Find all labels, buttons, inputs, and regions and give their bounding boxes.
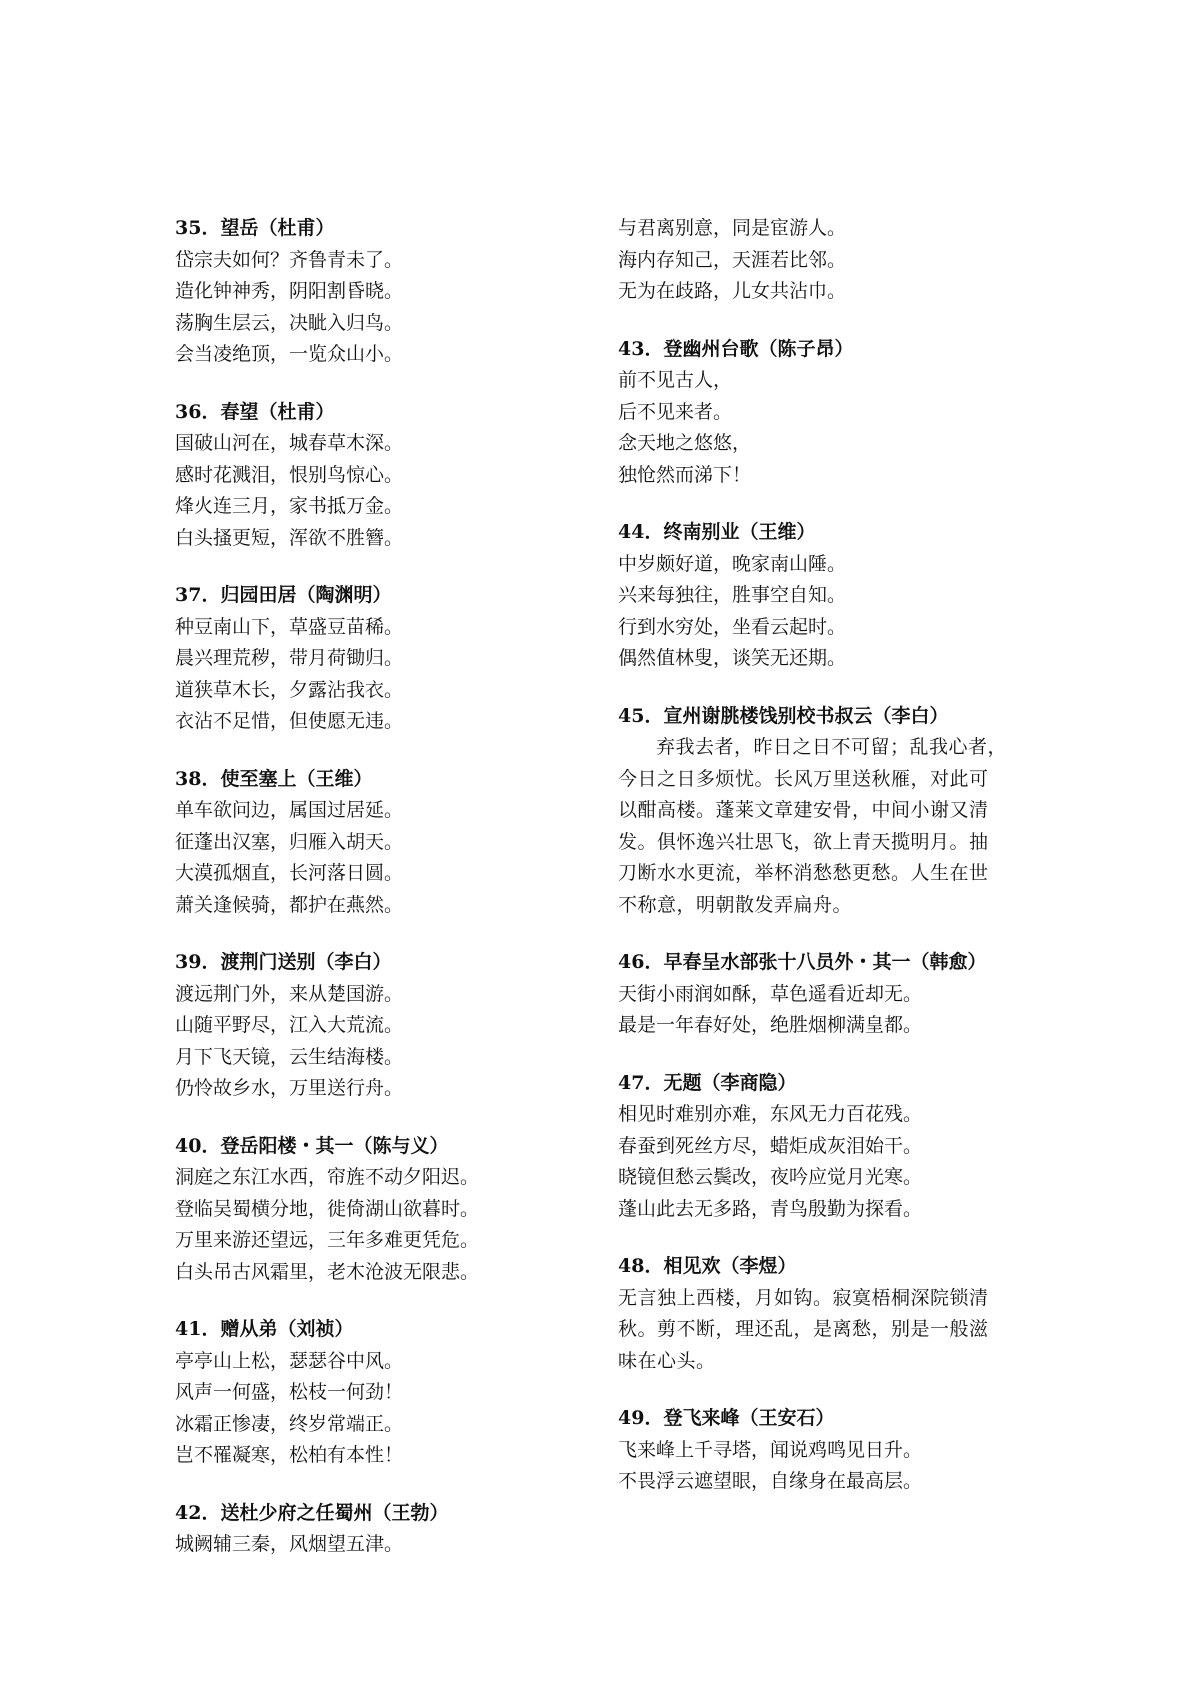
poem-line: 白头搔更短，浑欲不胜簪。 (175, 526, 404, 549)
poem-line: 大漠孤烟直，长河落日圆。 (175, 862, 404, 884)
poem-block (618, 701, 1038, 922)
poem-line: 种豆南山下，草盛豆苗稀。 (175, 615, 404, 638)
poem-line: 白头吊古风霜里，老木沧波无限悲。 (175, 1260, 480, 1283)
prose-line: 发。俱怀逸兴壮思飞，欲上青天揽明月。抽 (618, 830, 989, 853)
prose-line: 秋。剪不断，理还乱，是离愁，别是一般滋 (618, 1318, 989, 1340)
poem-continuation (618, 213, 1038, 308)
poem-line: 蓬山此去无多路，青鸟殷勤为探看。 (618, 1197, 923, 1220)
poem-line: 城阙辅三秦，风烟望五津。 (175, 1533, 404, 1555)
poem-title: 42．送杜少府之任蜀州（王勃） (175, 1501, 449, 1524)
right-column (618, 213, 1038, 1524)
poem-line: 风声一何盛，松枝一何劲！ (175, 1381, 404, 1403)
poem-title: 41．赠从弟（刘祯） (175, 1318, 354, 1340)
poem-prose (618, 732, 1018, 921)
poem-line: 岱宗夫如何？齐鲁青未了。 (175, 248, 404, 271)
poem-line: 岂不罹凝寒，松柏有本性！ (175, 1444, 404, 1466)
poem-block (618, 1251, 1038, 1377)
poem-title: 47．无题（李商隐） (618, 1071, 797, 1094)
prose-line: 以酣高楼。蓬莱文章建安骨，中间小谢又清 (618, 799, 989, 821)
poem-line: 造化钟神秀，阴阳割昏晓。 (175, 280, 404, 302)
poem-line: 衣沾不足惜，但使愿无违。 (175, 710, 404, 732)
poem-line: 会当凌绝顶，一览众山小。 (175, 343, 404, 365)
poem-line: 仍怜故乡水，万里送行舟。 (175, 1077, 404, 1099)
poem-line: 最是一年春好处，绝胜烟柳满皇都。 (618, 1014, 923, 1036)
prose-line: 无言独上西楼，月如钩。寂寞梧桐深院锁清 (618, 1286, 989, 1309)
poem-block (175, 397, 595, 555)
poem-title: 45．宣州谢朓楼饯别校书叔云（李白） (618, 704, 949, 727)
poem-line: 春蚕到死丝方尽，蜡炬成灰泪始干。 (618, 1134, 923, 1157)
poem-block (618, 517, 1038, 675)
poem-title: 46．早春呈水部张十八员外・其一（韩愈） (618, 951, 987, 973)
poem-line: 天街小雨润如酥，草色遥看近却无。 (618, 982, 923, 1005)
poem-line: 念天地之悠悠， (618, 432, 752, 454)
poem-line: 国破山河在，城春草木深。 (175, 432, 404, 454)
poem-block (175, 1498, 595, 1561)
poem-block (618, 1068, 1038, 1226)
poem-title: 37．归园田居（陶渊明） (175, 584, 392, 606)
poem-title: 35．望岳（杜甫） (175, 217, 335, 239)
poem-title: 43．登幽州台歌（陈子昂） (618, 337, 854, 360)
poem-block (618, 1403, 1038, 1498)
poem-title: 48．相见欢（李煜） (618, 1255, 797, 1277)
poem-line: 月下飞天镜，云生结海楼。 (175, 1045, 404, 1068)
poem-line: 萧关逢候骑，都护在燕然。 (175, 893, 404, 916)
poem-line: 洞庭之东江水西，帘旌不动夕阳迟。 (175, 1166, 480, 1188)
poem-line: 中岁颇好道，晚家南山陲。 (618, 552, 847, 575)
poem-line: 独怆然而涕下！ (618, 463, 752, 486)
poem-line: 道狭草木长，夕露沾我衣。 (175, 678, 404, 701)
poem-line: 荡胸生层云，决眦入归鸟。 (175, 311, 404, 334)
poem-line: 兴来每独往，胜事空自知。 (618, 584, 847, 606)
poem-line: 飞来峰上千寻塔，闻说鸡鸣见日升。 (618, 1438, 923, 1461)
poem-title: 49．登飞来峰（王安石） (618, 1407, 835, 1429)
poem-line: 无为在歧路，儿女共沾巾。 (618, 280, 847, 302)
poem-line: 行到水穷处，坐看云起时。 (618, 615, 847, 638)
poem-line: 相见时难别亦难，东风无力百花残。 (618, 1103, 923, 1125)
poem-prose (618, 1283, 1018, 1378)
poem-line: 亭亭山上松，瑟瑟谷中风。 (175, 1349, 404, 1372)
poem-line: 晓镜但愁云鬓改，夜吟应觉月光寒。 (618, 1166, 923, 1188)
poem-line: 偶然值林叟，谈笑无还期。 (618, 647, 847, 669)
prose-line: 今日之日多烦忧。长风万里送秋雁，对此可 (618, 767, 989, 790)
poem-line: 征蓬出汉塞，归雁入胡天。 (175, 830, 404, 853)
poem-title: 36．春望（杜甫） (175, 400, 335, 423)
poem-block (175, 1314, 595, 1472)
poem-block (175, 764, 595, 922)
prose-line: 刀断水水更流，举杯消愁愁更愁。人生在世 (618, 862, 989, 884)
poem-line: 烽火连三月，家书抵万金。 (175, 495, 404, 517)
prose-line: 不称意，明朝散发弄扁舟。 (618, 893, 853, 916)
poem-line: 海内存知己，天涯若比邻。 (618, 248, 847, 271)
poem-title: 40．登岳阳楼・其一（陈与义） (175, 1134, 449, 1157)
poem-line: 后不见来者。 (618, 400, 733, 423)
poem-block (175, 580, 595, 738)
poem-block (618, 947, 1038, 1042)
poem-title: 39．渡荆门送别（李白） (175, 951, 392, 973)
left-column (175, 213, 595, 1587)
poem-line: 万里来游还望远，三年多难更凭危。 (175, 1229, 480, 1251)
poem-block (618, 334, 1038, 492)
poem-line: 晨兴理荒秽，带月荷锄归。 (175, 647, 404, 669)
poem-title: 44．终南别业（王维） (618, 521, 816, 543)
prose-line: 弃我去者，昨日之日不可留；乱我心者， (656, 736, 1008, 758)
poem-block (175, 947, 595, 1105)
poem-line: 不畏浮云遮望眼，自缘身在最高层。 (618, 1470, 923, 1492)
poem-line: 感时花溅泪，恨别鸟惊心。 (175, 463, 404, 486)
poem-title: 38．使至塞上（王维） (175, 767, 373, 790)
poem-line: 山随平野尽，江入大荒流。 (175, 1014, 404, 1036)
poem-line: 单车欲问边，属国过居延。 (175, 799, 404, 821)
prose-line: 味在心头。 (618, 1349, 716, 1372)
poem-line: 渡远荆门外，来从楚国游。 (175, 982, 404, 1005)
poem-line: 前不见古人， (618, 369, 733, 391)
poem-line: 与君离别意，同是宦游人。 (618, 217, 847, 239)
poem-block (175, 1131, 595, 1289)
poem-line: 冰霜正惨凄，终岁常端正。 (175, 1412, 404, 1435)
poem-line: 登临吴蜀横分地，徙倚湖山欲暮时。 (175, 1197, 480, 1220)
poem-block (175, 213, 595, 371)
